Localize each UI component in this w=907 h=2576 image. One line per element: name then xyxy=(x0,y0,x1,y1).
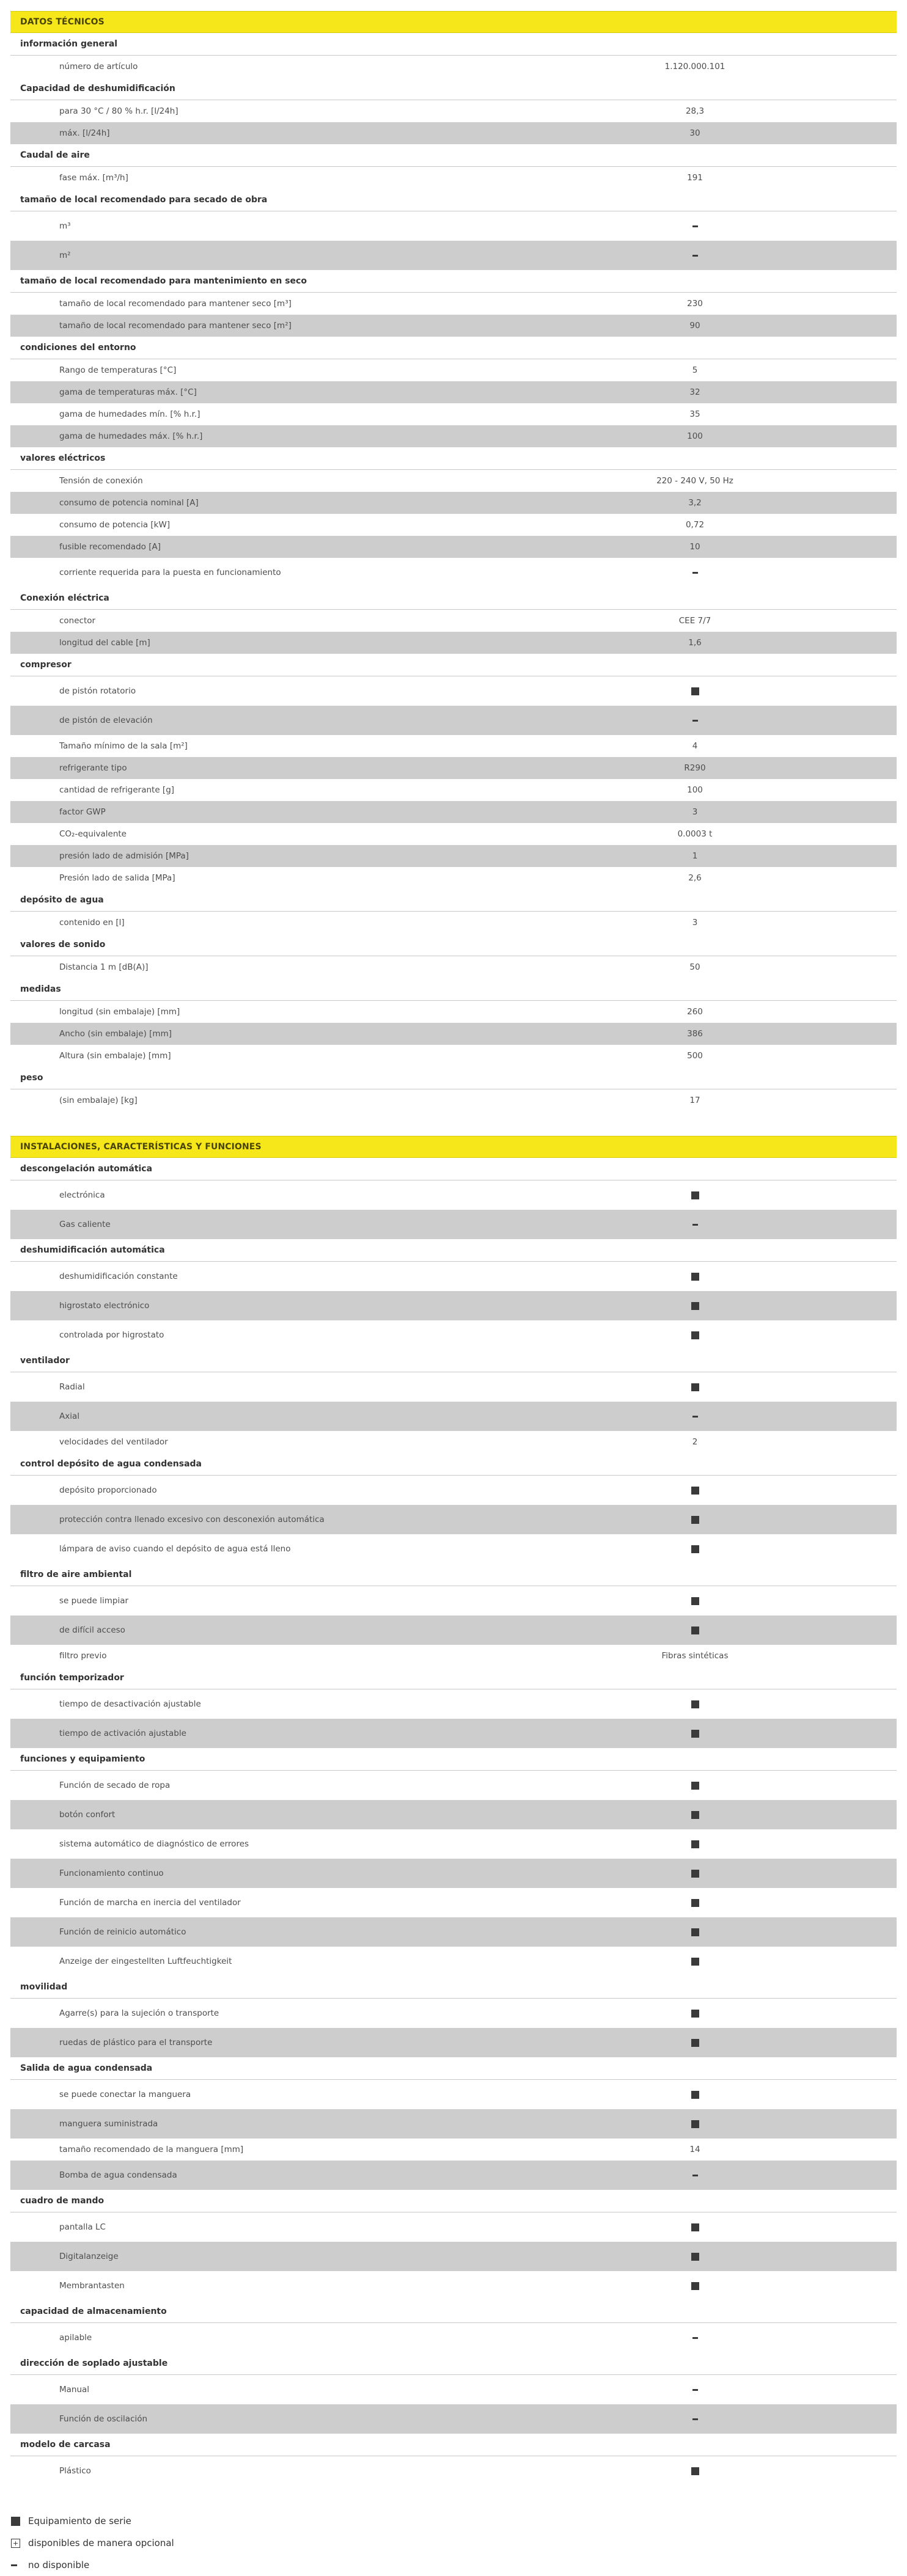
standard-equipment-icon xyxy=(691,1811,699,1819)
group-title: deshumidificación automática xyxy=(10,1239,897,1262)
spec-label: electrónica xyxy=(59,1190,105,1200)
section-title: INSTALACIONES, CARACTERÍSTICAS Y FUNCIONES xyxy=(10,1136,897,1158)
spec-value xyxy=(493,2466,897,2476)
spec-label: (sin embalaje) [kg] xyxy=(59,1096,138,1105)
spec-label: velocidades del ventilador xyxy=(59,1437,168,1447)
legend-item xyxy=(11,2510,907,2532)
spec-label: conector xyxy=(59,616,96,626)
group-title: condiciones del entorno xyxy=(10,337,897,359)
spec-value xyxy=(493,1330,897,1340)
spec-label: Distancia 1 m [dB(A)] xyxy=(59,962,149,972)
spec-row xyxy=(10,122,897,144)
spec-label: deshumidificación constante xyxy=(59,1272,178,1281)
spec-row xyxy=(10,706,897,735)
spec-value: 2 xyxy=(692,1437,698,1447)
spec-row xyxy=(10,2323,897,2352)
spec-value xyxy=(493,2170,897,2180)
spec-label: Anzeige der eingestellten Luftfeuchtigkeit xyxy=(59,1956,232,1966)
spec-value: 50 xyxy=(689,962,700,972)
group-title: control depósito de agua condensada xyxy=(10,1453,897,1476)
standard-equipment-icon xyxy=(691,1597,699,1605)
spec-value xyxy=(493,2090,897,2099)
spec-row xyxy=(10,1800,897,1829)
spec-value xyxy=(493,2281,897,2291)
spec-value: 1 xyxy=(692,851,698,861)
spec-label: Altura (sin embalaje) [mm] xyxy=(59,1051,171,1061)
spec-label: Bomba de agua condensada xyxy=(59,2170,177,2180)
spec-row xyxy=(10,470,897,492)
spec-label: se puede conectar la manguera xyxy=(59,2090,191,2099)
spec-row xyxy=(10,2404,897,2434)
spec-value: 220 - 240 V, 50 Hz xyxy=(656,476,733,486)
spec-value xyxy=(493,1927,897,1937)
spec-label: gama de humedades máx. [% h.r.] xyxy=(59,431,203,441)
spec-value: 32 xyxy=(689,387,700,397)
spec-row xyxy=(10,1771,897,1800)
legend-item xyxy=(11,2554,907,2576)
spec-label: Axial xyxy=(59,1411,79,1421)
spec-label: tamaño de local recomendado para mantener seco [m²] xyxy=(59,321,292,331)
spec-row xyxy=(10,359,897,381)
standard-equipment-icon xyxy=(691,1545,699,1553)
spec-label: lámpara de aviso cuando el depósito de agua está lleno xyxy=(59,1544,291,1554)
legend-label: disponibles de manera opcional xyxy=(28,2538,174,2549)
standard-equipment-icon xyxy=(691,1273,699,1281)
spec-value xyxy=(493,2252,897,2261)
standard-equipment-icon xyxy=(691,1840,699,1848)
spec-value xyxy=(493,2008,897,2018)
group-title: Caudal de aire xyxy=(10,144,897,167)
spec-value xyxy=(493,1780,897,1790)
spec-value: 260 xyxy=(687,1007,703,1017)
spec-row xyxy=(10,1859,897,1888)
spec-label: se puede limpiar xyxy=(59,1596,129,1606)
spec-label: Rango de temperaturas [°C] xyxy=(59,365,177,375)
spec-label: m³ xyxy=(59,221,71,231)
group-title: modelo de carcasa xyxy=(10,2434,897,2456)
spec-label: consumo de potencia [kW] xyxy=(59,520,171,530)
spec-value xyxy=(493,1625,897,1635)
group-title: valores de sonido xyxy=(10,934,897,956)
spec-label: presión lado de admisión [MPa] xyxy=(59,851,189,861)
spec-value: 90 xyxy=(689,321,700,331)
spec-row xyxy=(10,403,897,425)
spec-row xyxy=(10,735,897,757)
group-title: Conexión eléctrica xyxy=(10,587,897,610)
spec-row xyxy=(10,2271,897,2300)
spec-label: número de artículo xyxy=(59,62,138,71)
spec-row xyxy=(10,514,897,536)
spec-value: 100 xyxy=(687,431,703,441)
spec-label: gama de temperaturas máx. [°C] xyxy=(59,387,197,397)
spec-label: depósito proporcionado xyxy=(59,1485,157,1495)
spec-value xyxy=(493,1485,897,1495)
spec-row xyxy=(10,867,897,889)
spec-row xyxy=(10,912,897,934)
spec-label: Presión lado de salida [MPa] xyxy=(59,873,175,883)
group-title: funciones y equipamiento xyxy=(10,1748,897,1771)
standard-equipment-icon xyxy=(691,2120,699,2128)
spec-row xyxy=(10,241,897,270)
spec-value xyxy=(493,2333,897,2343)
not-available-icon xyxy=(692,2175,698,2176)
group-title: información general xyxy=(10,33,897,56)
standard-equipment-icon xyxy=(691,2282,699,2290)
standard-equipment-icon xyxy=(691,1870,699,1878)
spec-label: botón confort xyxy=(59,1810,116,1820)
spec-label: Digitalanzeige xyxy=(59,2252,119,2261)
spec-row xyxy=(10,1372,897,1402)
group-title: cuadro de mando xyxy=(10,2190,897,2212)
spec-label: ruedas de plástico para el transporte xyxy=(59,2038,213,2047)
spec-label: apilable xyxy=(59,2333,92,2343)
not-available-icon xyxy=(692,720,698,722)
group-title: capacidad de almacenamiento xyxy=(10,2300,897,2323)
spec-value xyxy=(493,251,897,260)
spec-label: Tensión de conexión xyxy=(59,476,143,486)
spec-row xyxy=(10,956,897,978)
spec-label: Plástico xyxy=(59,2466,91,2476)
spec-value: 0,72 xyxy=(685,520,705,530)
spec-label: Tamaño mínimo de la sala [m²] xyxy=(59,741,188,751)
spec-value xyxy=(493,2414,897,2424)
spec-section xyxy=(10,1136,897,2486)
spec-row xyxy=(10,1689,897,1719)
spec-label: higrostato electrónico xyxy=(59,1301,150,1311)
spec-value: 10 xyxy=(689,542,700,552)
standard-equipment-icon xyxy=(691,2223,699,2231)
spec-label: longitud (sin embalaje) [mm] xyxy=(59,1007,180,1017)
spec-label: para 30 °C / 80 % h.r. [l/24h] xyxy=(59,106,178,116)
spec-label: tamaño recomendado de la manguera [mm] xyxy=(59,2145,244,2154)
standard-equipment-icon xyxy=(691,1487,699,1495)
spec-label: fase máx. [m³/h] xyxy=(59,173,128,183)
spec-row xyxy=(10,100,897,122)
not-available-icon xyxy=(692,2389,698,2391)
spec-row xyxy=(10,536,897,558)
standard-equipment-icon xyxy=(691,1899,699,1907)
spec-label: factor GWP xyxy=(59,807,106,817)
not-available-icon xyxy=(692,2418,698,2420)
spec-row xyxy=(10,2456,897,2486)
spec-row xyxy=(10,779,897,801)
spec-row xyxy=(10,1888,897,1917)
spec-label: Membrantasten xyxy=(59,2281,125,2291)
spec-row xyxy=(10,2242,897,2271)
spec-label: corriente requerida para la puesta en funcionamiento xyxy=(59,568,281,577)
spec-label: cantidad de refrigerante [g] xyxy=(59,785,175,795)
spec-value xyxy=(493,1220,897,1229)
legend-label: Equipamiento de serie xyxy=(28,2516,131,2527)
spec-row xyxy=(10,558,897,587)
spec-row xyxy=(10,1089,897,1111)
spec-value: 0.0003 t xyxy=(677,829,713,839)
spec-row xyxy=(10,1180,897,1210)
spec-row xyxy=(10,845,897,867)
spec-value: 3,2 xyxy=(688,498,702,508)
not-available-icon xyxy=(692,1224,698,1226)
standard-equipment-icon xyxy=(691,1302,699,1310)
spec-row xyxy=(10,2139,897,2161)
spec-value xyxy=(493,715,897,725)
spec-row xyxy=(10,56,897,78)
spec-row xyxy=(10,425,897,447)
legend-label: no disponible xyxy=(28,2560,90,2571)
spec-label: filtro previo xyxy=(59,1651,107,1661)
standard-equipment-icon xyxy=(691,1191,699,1199)
spec-row xyxy=(10,1262,897,1291)
spec-value: 17 xyxy=(689,1096,700,1105)
spec-row xyxy=(10,1719,897,1748)
spec-value xyxy=(493,1301,897,1311)
spec-value: 386 xyxy=(687,1029,703,1039)
spec-row xyxy=(10,293,897,315)
section-spacer xyxy=(0,1111,907,1136)
spec-value: 230 xyxy=(687,299,703,309)
spec-value: 1,6 xyxy=(688,638,702,648)
spec-label: Función de reinicio automático xyxy=(59,1927,186,1937)
spec-row xyxy=(10,1829,897,1859)
spec-row xyxy=(10,167,897,189)
standard-equipment-icon xyxy=(691,1516,699,1524)
spec-label: de difícil acceso xyxy=(59,1625,125,1635)
spec-row xyxy=(10,1291,897,1320)
spec-label: Función de secado de ropa xyxy=(59,1780,171,1790)
legend xyxy=(11,2510,907,2576)
spec-value xyxy=(493,1190,897,1200)
section-title: DATOS TÉCNICOS xyxy=(10,11,897,33)
spec-label: tiempo de activación ajustable xyxy=(59,1729,186,1738)
standard-equipment-icon xyxy=(11,2517,20,2526)
spec-label: consumo de potencia nominal [A] xyxy=(59,498,199,508)
spec-value xyxy=(493,1382,897,1392)
not-available-icon xyxy=(692,2337,698,2339)
not-available-icon xyxy=(692,225,698,227)
spec-label: Funcionamiento continuo xyxy=(59,1868,164,1878)
spec-row xyxy=(10,211,897,241)
standard-equipment-icon xyxy=(691,1958,699,1966)
spec-label: de pistón de elevación xyxy=(59,715,153,725)
spec-value: 1.120.000.101 xyxy=(664,62,725,71)
spec-value: 30 xyxy=(689,128,700,138)
spec-value xyxy=(493,2119,897,2129)
standard-equipment-icon xyxy=(691,1331,699,1339)
group-title: peso xyxy=(10,1067,897,1089)
group-title: tamaño de local recomendado para secado de obra xyxy=(10,189,897,211)
standard-equipment-icon xyxy=(691,1782,699,1790)
spec-row xyxy=(10,1917,897,1947)
spec-row xyxy=(10,1615,897,1645)
standard-equipment-icon xyxy=(691,2467,699,2475)
spec-label: manguera suministrada xyxy=(59,2119,158,2129)
spec-label: Ancho (sin embalaje) [mm] xyxy=(59,1029,172,1039)
spec-value: 4 xyxy=(692,741,698,751)
spec-row xyxy=(10,2375,897,2404)
spec-row xyxy=(10,610,897,632)
group-title: Capacidad de deshumidificación xyxy=(10,78,897,100)
group-title: dirección de soplado ajustable xyxy=(10,2352,897,2375)
spec-value: R290 xyxy=(684,763,706,773)
spec-label: longitud del cable [m] xyxy=(59,638,150,648)
spec-row xyxy=(10,1045,897,1067)
spec-row xyxy=(10,823,897,845)
spec-row xyxy=(10,1001,897,1023)
spec-value: CEE 7/7 xyxy=(678,616,711,626)
standard-equipment-icon xyxy=(691,1730,699,1738)
spec-label: máx. [l/24h] xyxy=(59,128,110,138)
spec-row xyxy=(10,1947,897,1976)
optional-plus-icon: + xyxy=(11,2539,20,2548)
spec-row xyxy=(10,1534,897,1564)
spec-row xyxy=(10,1402,897,1431)
group-title: función temporizador xyxy=(10,1667,897,1689)
spec-value xyxy=(493,568,897,577)
spec-value xyxy=(493,1839,897,1849)
spec-value: 3 xyxy=(692,807,698,817)
spec-value xyxy=(493,2385,897,2395)
spec-label: protección contra llenado excesivo con desconexión automática xyxy=(59,1515,325,1524)
spec-label: Función de marcha en inercia del ventilador xyxy=(59,1898,241,1908)
standard-equipment-icon xyxy=(691,1383,699,1391)
group-title: medidas xyxy=(10,978,897,1001)
spec-row xyxy=(10,1645,897,1667)
spec-value xyxy=(493,1729,897,1738)
spec-value xyxy=(493,1596,897,1606)
spec-value xyxy=(493,1898,897,1908)
spec-label: contenido en [l] xyxy=(59,918,125,928)
spec-label: fusible recomendado [A] xyxy=(59,542,161,552)
spec-value xyxy=(493,1868,897,1878)
spec-label: sistema automático de diagnóstico de errores xyxy=(59,1839,249,1849)
group-title: descongelación automática xyxy=(10,1158,897,1180)
spec-value xyxy=(493,2038,897,2047)
spec-value: 3 xyxy=(692,918,698,928)
not-available-icon xyxy=(692,572,698,574)
spec-value xyxy=(493,2222,897,2232)
spec-row xyxy=(10,492,897,514)
spec-value xyxy=(493,1272,897,1281)
spec-value xyxy=(493,221,897,231)
spec-label: refrigerante tipo xyxy=(59,763,127,773)
spec-row xyxy=(10,757,897,779)
spec-label: controlada por higrostato xyxy=(59,1330,164,1340)
standard-equipment-icon xyxy=(691,2091,699,2099)
standard-equipment-icon xyxy=(691,2010,699,2018)
standard-equipment-icon xyxy=(691,1700,699,1708)
spec-row xyxy=(10,2109,897,2139)
group-title: tamaño de local recomendado para mantenimiento en seco xyxy=(10,270,897,293)
spec-value xyxy=(493,1699,897,1709)
spec-value xyxy=(493,686,897,696)
spec-label: Agarre(s) para la sujeción o transporte xyxy=(59,2008,219,2018)
not-available-icon xyxy=(692,255,698,257)
spec-value xyxy=(493,1956,897,1966)
group-title: filtro de aire ambiental xyxy=(10,1564,897,1586)
spec-row xyxy=(10,632,897,654)
spec-row xyxy=(10,381,897,403)
standard-equipment-icon xyxy=(691,2253,699,2261)
spec-label: Radial xyxy=(59,1382,85,1392)
spec-row xyxy=(10,2028,897,2057)
spec-row xyxy=(10,1320,897,1350)
spec-row xyxy=(10,676,897,706)
spec-label: gama de humedades mín. [% h.r.] xyxy=(59,409,200,419)
group-title: depósito de agua xyxy=(10,889,897,912)
standard-equipment-icon xyxy=(691,1928,699,1936)
spec-row xyxy=(10,1210,897,1239)
spec-row xyxy=(10,2161,897,2190)
spec-row xyxy=(10,1476,897,1505)
standard-equipment-icon xyxy=(691,2039,699,2047)
spec-row xyxy=(10,2080,897,2109)
spec-label: Función de oscilación xyxy=(59,2414,148,2424)
spec-label: CO₂-equivalente xyxy=(59,829,127,839)
spec-value: 5 xyxy=(692,365,698,375)
group-title: movilidad xyxy=(10,1976,897,1999)
spec-value: 100 xyxy=(687,785,703,795)
spec-label: de pistón rotatorio xyxy=(59,686,136,696)
spec-row xyxy=(10,1023,897,1045)
spec-value: 191 xyxy=(687,173,703,183)
spec-value: 28,3 xyxy=(685,106,705,116)
spec-label: Manual xyxy=(59,2385,90,2395)
spec-row xyxy=(10,801,897,823)
group-title: compresor xyxy=(10,654,897,676)
spec-value: 2,6 xyxy=(688,873,702,883)
standard-equipment-icon xyxy=(691,1626,699,1634)
spec-label: m² xyxy=(59,251,71,260)
spec-row xyxy=(10,315,897,337)
spec-row xyxy=(10,1505,897,1534)
spec-value xyxy=(493,1411,897,1421)
spec-value: Fibras sintéticas xyxy=(661,1651,729,1661)
not-available-icon xyxy=(692,1416,698,1418)
spec-label: tamaño de local recomendado para mantener seco [m³] xyxy=(59,299,292,309)
spec-row xyxy=(10,1431,897,1453)
spec-value xyxy=(493,1544,897,1554)
legend-item xyxy=(11,2532,907,2554)
spec-value: 14 xyxy=(689,2145,700,2154)
spec-label: Gas caliente xyxy=(59,1220,111,1229)
spec-row xyxy=(10,1999,897,2028)
group-title: ventilador xyxy=(10,1350,897,1372)
group-title: Salida de agua condensada xyxy=(10,2057,897,2080)
spec-value xyxy=(493,1515,897,1524)
spec-row xyxy=(10,1586,897,1615)
spec-label: tiempo de desactivación ajustable xyxy=(59,1699,201,1709)
not-available-icon xyxy=(11,2564,17,2566)
spec-value: 500 xyxy=(687,1051,703,1061)
spec-value xyxy=(493,1810,897,1820)
standard-equipment-icon xyxy=(691,687,699,695)
spec-value: 35 xyxy=(689,409,700,419)
spec-row xyxy=(10,2212,897,2242)
spec-label: pantalla LC xyxy=(59,2222,106,2232)
spec-section xyxy=(10,11,897,1111)
group-title: valores eléctricos xyxy=(10,447,897,470)
